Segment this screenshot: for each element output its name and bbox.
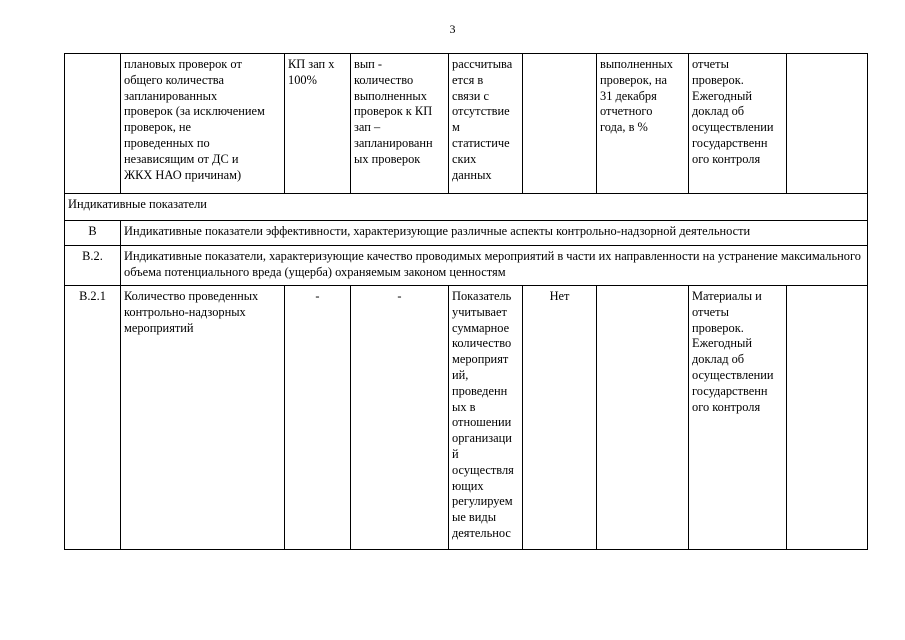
cell-formula-description: вып - количество выполненных проверок к КП зап – запланированн ых проверок [351, 54, 449, 194]
cell-formula: КП зап х 100% [285, 54, 351, 194]
cell-note [787, 54, 868, 194]
section-header-row [65, 194, 868, 221]
cell-formula-description: - [351, 286, 449, 550]
section-header: Индикативные показатели [65, 194, 868, 221]
row-code: В [65, 221, 121, 246]
cell-statistics [523, 54, 597, 194]
cell-measure: выполненных проверок, на 31 декабря отчетного года, в % [597, 54, 689, 194]
cell-code: В.2.1 [65, 286, 121, 550]
cell-source: Материалы и отчеты проверок. Ежегодный доклад об осуществлении государственн ого контроля [689, 286, 787, 550]
cell-indicator-name: плановых проверок от общего количества запланированных проверок (за исключением проверок, не проведенных по независящим от ДС и ЖКХ НАО причинам) [121, 54, 285, 194]
cell-target-value: Показатель учитывает суммарное количество мероприят ий, проведенн ых в отношении организаци й осуществля ющих регулируем ые виды деятельнос [449, 286, 523, 550]
cell-formula: - [285, 286, 351, 550]
table-row-continued [65, 54, 868, 194]
indicators-table [64, 53, 868, 550]
cell-target-value: рассчитыва ется в связи с отсутствие м статистиче ских данных [449, 54, 523, 194]
cell-source: отчеты проверок. Ежегодный доклад об осуществлении государственн ого контроля [689, 54, 787, 194]
row-code: В.2. [65, 246, 121, 286]
cell-measure [597, 286, 689, 550]
cell-code [65, 54, 121, 194]
row-description: Индикативные показатели, характеризующие качество проводимых мероприятий в части их направленности на устранение максимального объема потенциального вреда (ущерба) охраняемым законом ценностям [121, 246, 868, 286]
table-row-b21 [65, 286, 868, 550]
row-description: Индикативные показатели эффективности, характеризующие различные аспекты контрольно-надзорной деятельности [121, 221, 868, 246]
table-row-b [65, 221, 868, 246]
page-number: 3 [449, 22, 456, 36]
table-row-b2 [65, 246, 868, 286]
cell-statistics: Нет [523, 286, 597, 550]
cell-note [787, 286, 868, 550]
cell-indicator-name: Количество проведенных контрольно-надзорных мероприятий [121, 286, 285, 550]
